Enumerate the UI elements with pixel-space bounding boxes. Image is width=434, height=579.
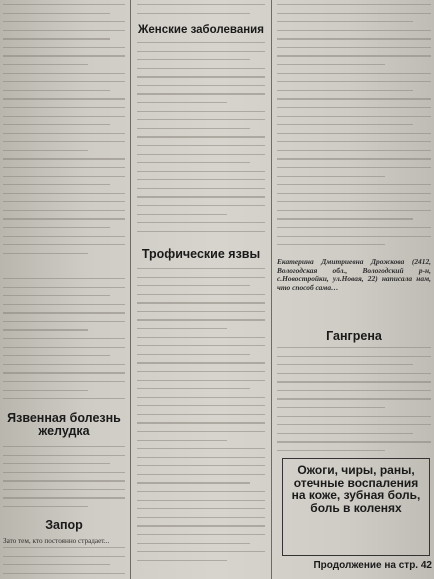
article-text bbox=[134, 268, 268, 579]
column-left bbox=[0, 0, 128, 579]
column-rule bbox=[130, 0, 131, 579]
heading-constipation: Запор bbox=[45, 519, 83, 532]
article-text bbox=[274, 4, 434, 256]
heading-female: Женские заболевания bbox=[138, 24, 264, 36]
ulcer-heading-block bbox=[0, 412, 128, 444]
continuation-note: Продолжение на стр. 42 bbox=[313, 560, 432, 571]
constipation-heading-block bbox=[0, 519, 128, 535]
column-middle bbox=[134, 0, 268, 579]
gangrene-heading-block bbox=[274, 330, 434, 345]
trophic-heading-block bbox=[134, 248, 268, 264]
constipation-snippet: Зато тем, кто постоянно страдает... bbox=[3, 537, 110, 545]
column-right bbox=[274, 0, 434, 579]
article-text bbox=[134, 4, 268, 20]
article-text bbox=[0, 4, 128, 272]
article-text bbox=[0, 278, 128, 408]
reader-address: Екатерина Дмитриевна Дрожкова (2412, Вологодская обл., Вологодский р-н, с.Новостройки, ул.Новая, 22) написала нам, что способ сама… bbox=[277, 258, 431, 292]
article-text bbox=[134, 42, 268, 242]
heading-ulcer: Язвенная болезнь желудка bbox=[7, 412, 121, 439]
article-text bbox=[274, 347, 434, 455]
column-rule bbox=[271, 0, 272, 579]
heading-trophic: Трофические язвы bbox=[141, 248, 261, 261]
address-note bbox=[274, 258, 434, 328]
heading-burns: Ожоги, чиры, раны, отечные воспаления на коже, зубная боль, боль в коленях bbox=[291, 463, 421, 515]
female-heading-block bbox=[134, 24, 268, 40]
article-text bbox=[0, 446, 128, 516]
article-text bbox=[0, 537, 128, 579]
boxed-heading-frame bbox=[282, 458, 430, 556]
heading-gangrene: Гангрена bbox=[326, 330, 382, 343]
